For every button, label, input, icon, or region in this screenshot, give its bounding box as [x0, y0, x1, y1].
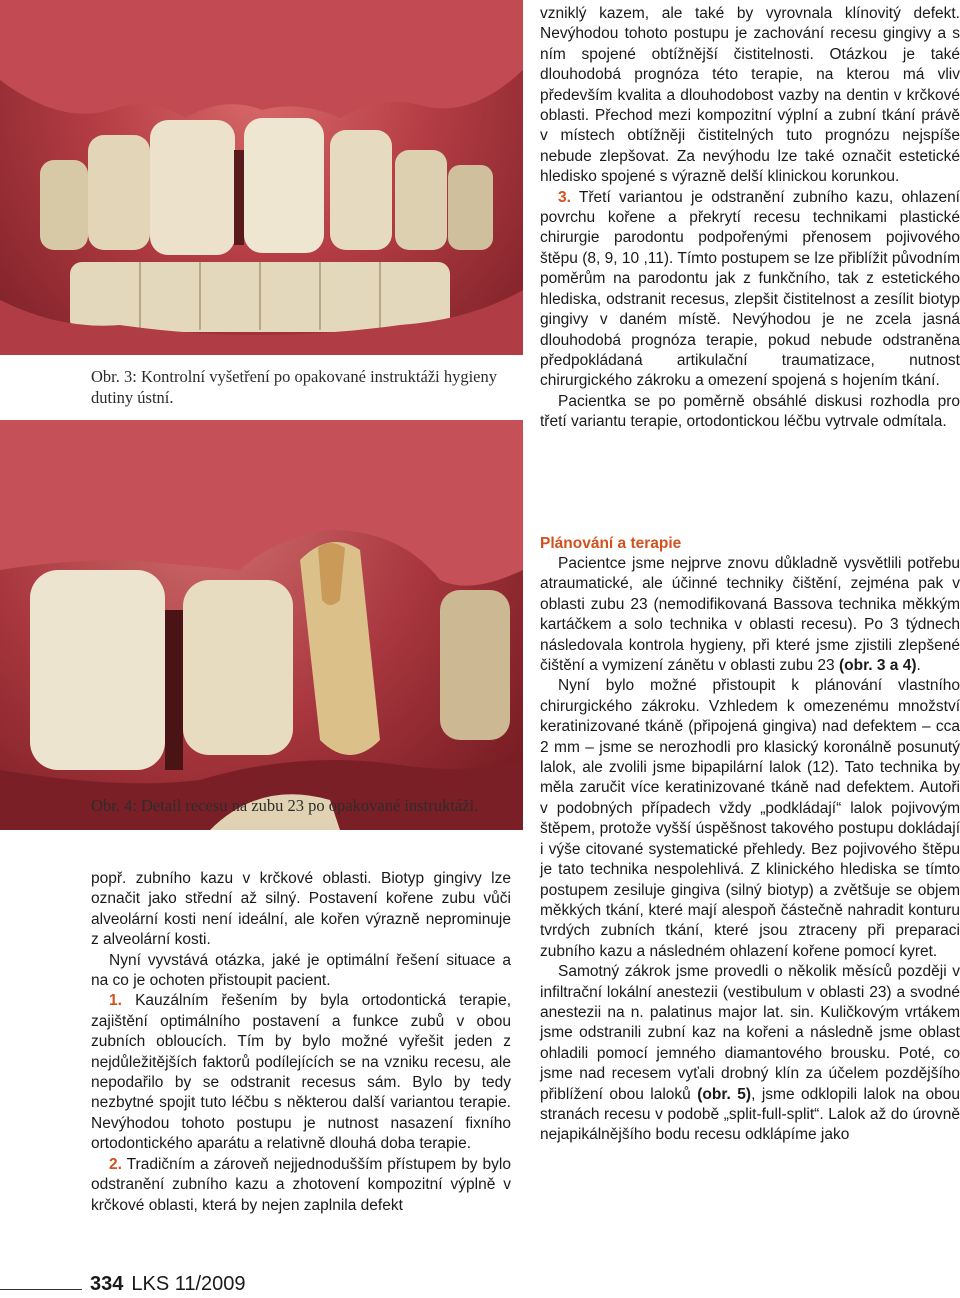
- right-column-top: [540, 4, 960, 433]
- punctuation: .: [916, 657, 921, 675]
- footer-rule: [0, 1289, 82, 1290]
- paragraph: popř. zubního kazu v krčkové oblasti. Biotyp gingivy lze označit jako střední až silný. Postavení kořene zubu vůči alveolární kosti není ideální, ale kořen výrazně neprominuje z alveolární kosti.: [91, 870, 511, 949]
- right-column-bottom: [540, 534, 960, 1146]
- figure-3-caption: Obr. 3: Kontrolní vyšetření po opakované instruktáži hygieny dutiny ústní.: [91, 367, 498, 407]
- figure-4-photo: [0, 420, 523, 830]
- page-footer: [90, 1272, 246, 1296]
- journal-issue: LKS 11/2009: [131, 1273, 246, 1295]
- paragraph: [540, 188, 960, 392]
- list-number: 1.: [109, 992, 122, 1010]
- figure-reference: (obr. 3 a 4): [838, 657, 917, 675]
- paragraph: [91, 991, 511, 1154]
- left-column: [91, 869, 511, 1216]
- paragraph: [540, 554, 960, 676]
- paragraph: vzniklý kazem, ale také by vyrovnala klínovitý defekt. Nevýhodou tohoto postupu je zachování recesu gingivy a s ním spojené obtížnější čistitelnosti. Otázkou je také dlouhodobá prognóza této terapie, na kterou má vliv především kvalita a dlouhodobost vazby na dentin v krčkové oblasti. Přechod mezi kompozitní výplní a zubní tkání právě v místech obtížněji čistitelných tuto prognózu nejspíše nebude zlepšovat. Za nevýhodu lze také označit estetické hledisko spojené s výrazně delší klinickou korunkou.: [540, 5, 960, 186]
- paragraph-text: Kauzálním řešením by byla ortodontická terapie, zajištění optimálního postavení a funkce zubů v obou zubních obloucích. Tím by bylo možné vyřešit jeden z nejdůležitějších faktorů podílejících se na vzniku recesu, ale nepodařilo by se odstranit recesus sám. Bylo by tedy nezbytné spojit tuto léčbu s některou další variantou terapie. Nevýhodou tohoto postupu je nutnost nasazení fixního ortodontického aparátu a relativně dlouhá doba terapie.: [91, 992, 511, 1153]
- figure-4-caption: Obr. 4: Detail recesu na zubu 23 po opakované instruktáži.: [91, 796, 479, 815]
- paragraph: [91, 1155, 511, 1216]
- figure-3-photo: [0, 0, 523, 355]
- paragraph-text: Tradičním a zároveň nejjednodušším přístupem by bylo odstranění zubního kazu a zhotovení kompozitní výplně v krčkové oblasti, která by nejen zaplnila defekt: [91, 1155, 511, 1214]
- paragraph: Pacientka se po poměrně obsáhlé diskusi rozhodla pro třetí variantu terapie, ortodontickou léčbu vytrvale odmítala.: [540, 392, 960, 431]
- paragraph: Nyní bylo možné přistoupit k plánování vlastního chirurgického zákroku. Vzhledem k omezenému množství keratinizované tkáně (připojená gingiva) nad defektem – cca 2 mm – jsme se nerozhodli pro klasický koronálně posunutý lalok, ale zvolili jsme bipapilární lalok (12). Tato technika by měla zaručit více keratinizované tkáně nad defektem. Autoři v podobných případech vždy „podkládají“ lalok pojivovým štěpem, protože vyšší úspěšnost takového postupu dokládají i výše citované systematické přehledy. Bez pojivového štěpu je tato technika nespolehlivá. Z klinického hlediska se tímto postupem zesiluje gingiva (silný biotyp) a zvětšuje se objem měkkých tkání, které mají alespoň částečně nahradit konturu tvrdých zubních tkání, které jsou ztraceny při preparaci zubního kazu a následném ohlazení kořene pomocí kyret.: [540, 677, 960, 960]
- paragraph: Nyní vyvstává otázka, jaké je optimální řešení situace a na co je ochoten přistoupit pacient.: [91, 951, 511, 990]
- paragraph-text: Samotný zákrok jsme provedli o několik měsíců později v infiltrační lokální anestezii (vestibulum v oblasti 23) a svodné anestezii na n. palatinus major lat. sin. Kuličkovým vrtákem jsme odstranili zubní kaz na kořeni a následně jsme oblast ohladili pomocí jemného diamantového brousku. Poté, co jsme nad recesem vyťali drobný klín za účelem pozdějšího přiblížení obou laloků: [540, 963, 960, 1103]
- list-number: 2.: [109, 1155, 122, 1173]
- section-heading: Plánování a terapie: [540, 535, 682, 552]
- paragraph-text: Pacientce jsme nejprve znovu důkladně vysvětlili potřebu atraumatické, ale účinné techniky čištění, zejména pak v oblasti zubu 23 (nemodifikovaná Bassova technika měkkým kartáčkem a solo technika v oblasti recesu). Po 3 týdnech následovala kontrola hygieny, při které jsme zjistili zlepšené čištění a vymizení zánětu v oblasti zubu 23: [540, 555, 960, 675]
- figure-reference: (obr. 5): [697, 1085, 752, 1103]
- page-number: 334: [90, 1273, 124, 1295]
- paragraph: [540, 962, 960, 1146]
- paragraph-text: Třetí variantou je odstranění zubního kazu, ohlazení povrchu kořene a překrytí recesu technikami plastické chirurgie parodontu podpořenými přenosem pojivového štěpu (8, 9, 10 ,11). Tímto postupem se lze přiblížit původním poměrům na parodontu jak z funkčního, tak z estetického hlediska, odstranit recesus, zlepšit čistitelnost a zesílit biotyp gingivy v daném místě. Nevýhodou je ne zcela jasná dlouhodobá prognóza terapie, pokud nebude odstraněna předpokládaná artikulační traumatizace, nutnost chirurgického zákroku a omezení spojená s hojením tkání.: [540, 188, 960, 390]
- paragraph-text: , jsme odklopili lalok na obou stranách recesu v podobě „split-full-split“. Lalok až do úrovně nejapikálnějšího bodu recesu odklápíme jako: [540, 1085, 960, 1144]
- list-number: 3.: [558, 188, 571, 206]
